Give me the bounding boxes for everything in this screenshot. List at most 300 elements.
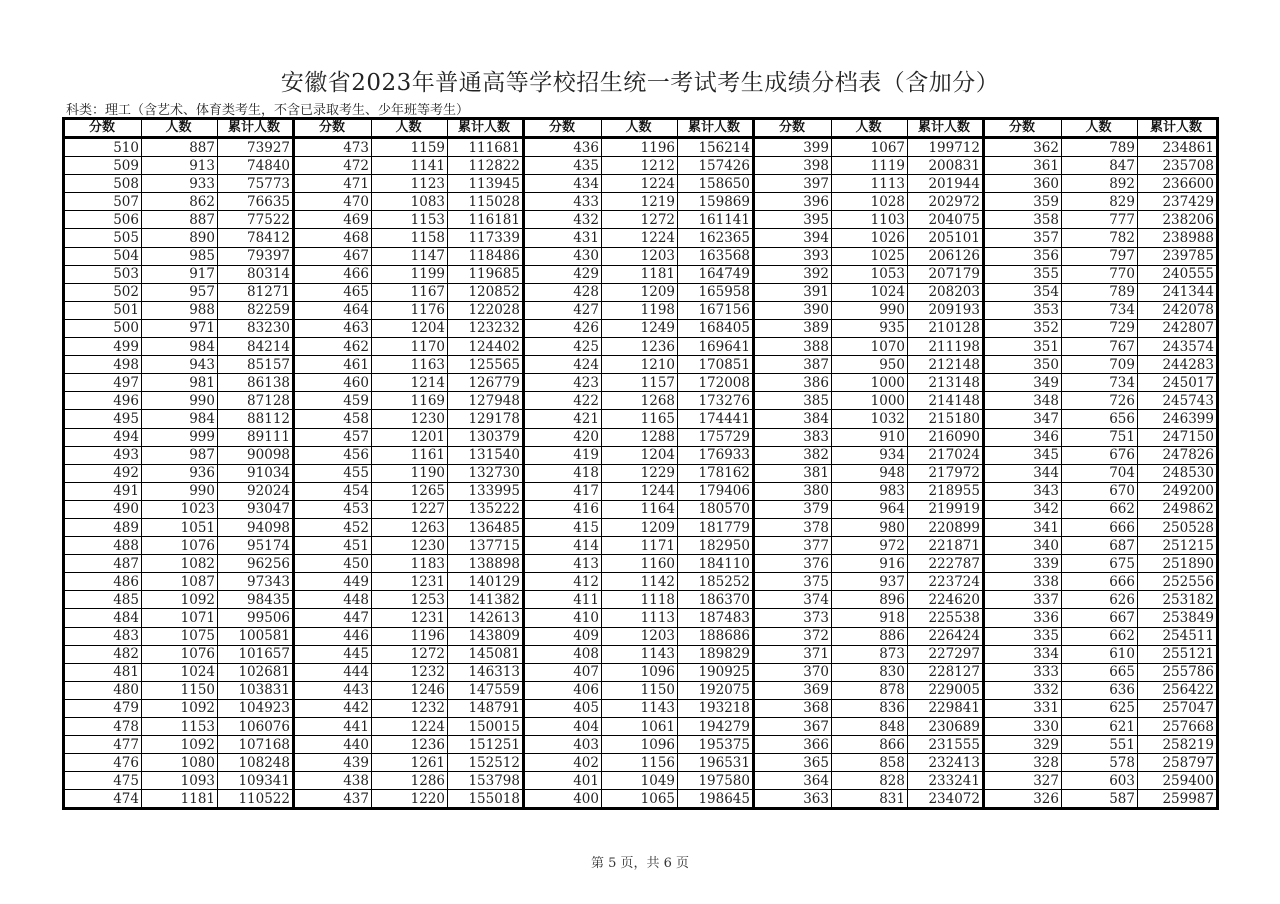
count-cell: 1158 bbox=[372, 229, 448, 247]
score-cell: 336 bbox=[984, 609, 1062, 627]
score-cell: 414 bbox=[524, 537, 602, 555]
score-cell: 451 bbox=[294, 537, 372, 555]
count-cell: 873 bbox=[832, 645, 908, 663]
score-cell: 413 bbox=[524, 555, 602, 573]
cumulative-cell: 157426 bbox=[678, 157, 754, 175]
cumulative-cell: 201944 bbox=[908, 175, 984, 193]
count-cell: 666 bbox=[1062, 573, 1138, 591]
cumulative-cell: 221871 bbox=[908, 537, 984, 555]
count-cell: 1051 bbox=[142, 518, 218, 536]
score-cell: 481 bbox=[64, 663, 142, 681]
score-cell: 352 bbox=[984, 319, 1062, 337]
score-cell: 362 bbox=[984, 138, 1062, 157]
cumulative-cell: 217024 bbox=[908, 446, 984, 464]
count-header: 人数 bbox=[832, 119, 908, 138]
cumulative-cell: 248530 bbox=[1138, 464, 1218, 482]
cumulative-cell: 98435 bbox=[218, 591, 294, 609]
count-cell: 1181 bbox=[602, 265, 678, 283]
count-cell: 999 bbox=[142, 428, 218, 446]
cumulative-cell: 253182 bbox=[1138, 591, 1218, 609]
count-cell: 1224 bbox=[372, 718, 448, 736]
score-cell: 497 bbox=[64, 374, 142, 392]
score-cell: 454 bbox=[294, 482, 372, 500]
count-cell: 551 bbox=[1062, 736, 1138, 754]
score-cell: 485 bbox=[64, 591, 142, 609]
score-cell: 435 bbox=[524, 157, 602, 175]
score-cell: 453 bbox=[294, 500, 372, 518]
score-cell: 472 bbox=[294, 157, 372, 175]
count-cell: 1032 bbox=[832, 410, 908, 428]
count-cell: 782 bbox=[1062, 229, 1138, 247]
cumulative-cell: 137715 bbox=[448, 537, 524, 555]
score-cell: 447 bbox=[294, 609, 372, 627]
score-cell: 429 bbox=[524, 265, 602, 283]
score-cell: 328 bbox=[984, 754, 1062, 772]
score-cell: 426 bbox=[524, 319, 602, 337]
cumulative-cell: 254511 bbox=[1138, 627, 1218, 645]
score-cell: 373 bbox=[754, 609, 832, 627]
score-cell: 350 bbox=[984, 356, 1062, 374]
score-cell: 375 bbox=[754, 573, 832, 591]
cumulative-cell: 165958 bbox=[678, 283, 754, 301]
score-cell: 329 bbox=[984, 736, 1062, 754]
cumulative-cell: 150015 bbox=[448, 718, 524, 736]
score-header: 分数 bbox=[754, 119, 832, 138]
count-cell: 1067 bbox=[832, 138, 908, 157]
count-cell: 621 bbox=[1062, 718, 1138, 736]
count-cell: 1219 bbox=[602, 193, 678, 211]
cumulative-cell: 115028 bbox=[448, 193, 524, 211]
score-cell: 340 bbox=[984, 537, 1062, 555]
cumulative-cell: 120852 bbox=[448, 283, 524, 301]
count-cell: 1071 bbox=[142, 609, 218, 627]
cumulative-cell: 210128 bbox=[908, 319, 984, 337]
cumulative-cell: 256422 bbox=[1138, 681, 1218, 699]
cumulative-cell: 192075 bbox=[678, 681, 754, 699]
count-cell: 1230 bbox=[372, 410, 448, 428]
cumulative-cell: 257668 bbox=[1138, 718, 1218, 736]
score-cell: 473 bbox=[294, 138, 372, 157]
cumulative-cell: 73927 bbox=[218, 138, 294, 157]
table-row bbox=[64, 627, 1218, 645]
count-cell: 1190 bbox=[372, 464, 448, 482]
table-row bbox=[64, 518, 1218, 536]
score-cell: 442 bbox=[294, 699, 372, 717]
count-cell: 984 bbox=[142, 410, 218, 428]
score-cell: 469 bbox=[294, 211, 372, 229]
score-cell: 343 bbox=[984, 482, 1062, 500]
score-cell: 491 bbox=[64, 482, 142, 500]
count-cell: 751 bbox=[1062, 428, 1138, 446]
score-cell: 457 bbox=[294, 428, 372, 446]
count-cell: 957 bbox=[142, 283, 218, 301]
cumulative-cell: 119685 bbox=[448, 265, 524, 283]
cumulative-cell: 182950 bbox=[678, 537, 754, 555]
table-row bbox=[64, 157, 1218, 175]
cumulative-cell: 88112 bbox=[218, 410, 294, 428]
table-row bbox=[64, 283, 1218, 301]
table-row bbox=[64, 446, 1218, 464]
score-cell: 345 bbox=[984, 446, 1062, 464]
cumulative-cell: 181779 bbox=[678, 518, 754, 536]
score-cell: 496 bbox=[64, 392, 142, 410]
cumulative-cell: 110522 bbox=[218, 790, 294, 809]
score-cell: 449 bbox=[294, 573, 372, 591]
count-cell: 1229 bbox=[602, 464, 678, 482]
score-cell: 368 bbox=[754, 699, 832, 717]
cumulative-cell: 126779 bbox=[448, 374, 524, 392]
count-cell: 1164 bbox=[602, 500, 678, 518]
count-header: 人数 bbox=[142, 119, 218, 138]
score-cell: 386 bbox=[754, 374, 832, 392]
score-cell: 410 bbox=[524, 609, 602, 627]
count-cell: 670 bbox=[1062, 482, 1138, 500]
cumulative-cell: 151251 bbox=[448, 736, 524, 754]
score-cell: 370 bbox=[754, 663, 832, 681]
count-cell: 665 bbox=[1062, 663, 1138, 681]
cumulative-cell: 259400 bbox=[1138, 772, 1218, 790]
cumulative-cell: 251890 bbox=[1138, 555, 1218, 573]
count-cell: 1142 bbox=[602, 573, 678, 591]
count-cell: 1244 bbox=[602, 482, 678, 500]
cumulative-cell: 258219 bbox=[1138, 736, 1218, 754]
count-cell: 896 bbox=[832, 591, 908, 609]
score-cell: 458 bbox=[294, 410, 372, 428]
score-cell: 439 bbox=[294, 754, 372, 772]
score-cell: 421 bbox=[524, 410, 602, 428]
cumulative-cell: 251215 bbox=[1138, 537, 1218, 555]
cumulative-cell: 104923 bbox=[218, 699, 294, 717]
cumulative-cell: 133995 bbox=[448, 482, 524, 500]
score-cell: 465 bbox=[294, 283, 372, 301]
cumulative-cell: 78412 bbox=[218, 229, 294, 247]
count-cell: 704 bbox=[1062, 464, 1138, 482]
score-cell: 446 bbox=[294, 627, 372, 645]
cumulative-cell: 235708 bbox=[1138, 157, 1218, 175]
cumulative-cell: 145081 bbox=[448, 645, 524, 663]
score-cell: 470 bbox=[294, 193, 372, 211]
count-cell: 985 bbox=[142, 247, 218, 265]
cumulative-cell: 146313 bbox=[448, 663, 524, 681]
score-header: 分数 bbox=[524, 119, 602, 138]
cumulative-cell: 173276 bbox=[678, 392, 754, 410]
score-cell: 349 bbox=[984, 374, 1062, 392]
cumulative-cell: 199712 bbox=[908, 138, 984, 157]
score-cell: 385 bbox=[754, 392, 832, 410]
count-cell: 789 bbox=[1062, 283, 1138, 301]
count-cell: 1171 bbox=[602, 537, 678, 555]
count-cell: 847 bbox=[1062, 157, 1138, 175]
count-cell: 675 bbox=[1062, 555, 1138, 573]
count-cell: 1161 bbox=[372, 446, 448, 464]
cumulative-cell: 198645 bbox=[678, 790, 754, 809]
cumulative-cell: 220899 bbox=[908, 518, 984, 536]
category-subtitle: 科类：理工（含艺术、体育类考生，不含已录取考生、少年班等考生） bbox=[66, 103, 470, 118]
cumulative-cell: 138898 bbox=[448, 555, 524, 573]
table-row bbox=[64, 138, 1218, 157]
count-cell: 1096 bbox=[602, 736, 678, 754]
count-cell: 734 bbox=[1062, 301, 1138, 319]
count-cell: 1087 bbox=[142, 573, 218, 591]
count-cell: 887 bbox=[142, 138, 218, 157]
cumulative-cell: 245743 bbox=[1138, 392, 1218, 410]
cumulative-cell: 169641 bbox=[678, 338, 754, 356]
score-cell: 418 bbox=[524, 464, 602, 482]
table-row bbox=[64, 410, 1218, 428]
score-cell: 475 bbox=[64, 772, 142, 790]
score-cell: 487 bbox=[64, 555, 142, 573]
count-cell: 830 bbox=[832, 663, 908, 681]
cumulative-cell: 219919 bbox=[908, 500, 984, 518]
score-cell: 333 bbox=[984, 663, 1062, 681]
cumulative-cell: 155018 bbox=[448, 790, 524, 809]
score-cell: 407 bbox=[524, 663, 602, 681]
count-cell: 829 bbox=[1062, 193, 1138, 211]
score-cell: 392 bbox=[754, 265, 832, 283]
count-cell: 1160 bbox=[602, 555, 678, 573]
cumulative-cell: 236600 bbox=[1138, 175, 1218, 193]
count-cell: 666 bbox=[1062, 518, 1138, 536]
score-cell: 434 bbox=[524, 175, 602, 193]
cumulative-cell: 109341 bbox=[218, 772, 294, 790]
score-cell: 503 bbox=[64, 265, 142, 283]
cumulative-cell: 242078 bbox=[1138, 301, 1218, 319]
count-cell: 709 bbox=[1062, 356, 1138, 374]
count-cell: 726 bbox=[1062, 392, 1138, 410]
score-cell: 338 bbox=[984, 573, 1062, 591]
cumulative-cell: 82259 bbox=[218, 301, 294, 319]
score-cell: 356 bbox=[984, 247, 1062, 265]
score-cell: 436 bbox=[524, 138, 602, 157]
cumulative-header: 累计人数 bbox=[448, 119, 524, 138]
cumulative-cell: 242807 bbox=[1138, 319, 1218, 337]
count-cell: 990 bbox=[832, 301, 908, 319]
cumulative-cell: 117339 bbox=[448, 229, 524, 247]
cumulative-cell: 187483 bbox=[678, 609, 754, 627]
score-cell: 415 bbox=[524, 518, 602, 536]
cumulative-cell: 143809 bbox=[448, 627, 524, 645]
count-cell: 1183 bbox=[372, 555, 448, 573]
score-cell: 326 bbox=[984, 790, 1062, 809]
count-cell: 937 bbox=[832, 573, 908, 591]
count-cell: 1272 bbox=[602, 211, 678, 229]
table-row bbox=[64, 645, 1218, 663]
count-cell: 988 bbox=[142, 301, 218, 319]
cumulative-cell: 91034 bbox=[218, 464, 294, 482]
count-cell: 1092 bbox=[142, 591, 218, 609]
cumulative-cell: 205101 bbox=[908, 229, 984, 247]
count-cell: 1096 bbox=[602, 663, 678, 681]
cumulative-cell: 125565 bbox=[448, 356, 524, 374]
count-cell: 950 bbox=[832, 356, 908, 374]
count-cell: 987 bbox=[142, 446, 218, 464]
table-row bbox=[64, 247, 1218, 265]
score-cell: 359 bbox=[984, 193, 1062, 211]
count-cell: 797 bbox=[1062, 247, 1138, 265]
score-cell: 493 bbox=[64, 446, 142, 464]
table-row bbox=[64, 500, 1218, 518]
score-cell: 376 bbox=[754, 555, 832, 573]
count-cell: 1141 bbox=[372, 157, 448, 175]
count-cell: 1024 bbox=[832, 283, 908, 301]
count-cell: 1150 bbox=[142, 681, 218, 699]
score-cell: 406 bbox=[524, 681, 602, 699]
count-cell: 981 bbox=[142, 374, 218, 392]
score-cell: 509 bbox=[64, 157, 142, 175]
count-cell: 1176 bbox=[372, 301, 448, 319]
table-row bbox=[64, 356, 1218, 374]
score-cell: 440 bbox=[294, 736, 372, 754]
score-cell: 347 bbox=[984, 410, 1062, 428]
score-cell: 461 bbox=[294, 356, 372, 374]
cumulative-cell: 90098 bbox=[218, 446, 294, 464]
document-title: 安徽省2023年普通高等学校招生统一考试考生成绩分档表（含加分） bbox=[280, 70, 1000, 96]
cumulative-cell: 79397 bbox=[218, 247, 294, 265]
cumulative-cell: 76635 bbox=[218, 193, 294, 211]
count-cell: 936 bbox=[142, 464, 218, 482]
cumulative-cell: 208203 bbox=[908, 283, 984, 301]
cumulative-cell: 74840 bbox=[218, 157, 294, 175]
cumulative-cell: 175729 bbox=[678, 428, 754, 446]
score-cell: 379 bbox=[754, 500, 832, 518]
cumulative-cell: 184110 bbox=[678, 555, 754, 573]
score-cell: 482 bbox=[64, 645, 142, 663]
score-cell: 430 bbox=[524, 247, 602, 265]
cumulative-cell: 213148 bbox=[908, 374, 984, 392]
score-cell: 396 bbox=[754, 193, 832, 211]
score-cell: 355 bbox=[984, 265, 1062, 283]
cumulative-cell: 108248 bbox=[218, 754, 294, 772]
cumulative-cell: 159869 bbox=[678, 193, 754, 211]
count-cell: 1103 bbox=[832, 211, 908, 229]
score-cell: 332 bbox=[984, 681, 1062, 699]
cumulative-cell: 131540 bbox=[448, 446, 524, 464]
count-cell: 1070 bbox=[832, 338, 908, 356]
count-cell: 848 bbox=[832, 718, 908, 736]
cumulative-cell: 229841 bbox=[908, 699, 984, 717]
score-cell: 389 bbox=[754, 319, 832, 337]
score-cell: 369 bbox=[754, 681, 832, 699]
cumulative-cell: 223724 bbox=[908, 573, 984, 591]
count-cell: 1263 bbox=[372, 518, 448, 536]
score-cell: 500 bbox=[64, 319, 142, 337]
count-cell: 1204 bbox=[372, 319, 448, 337]
count-cell: 1093 bbox=[142, 772, 218, 790]
cumulative-cell: 249862 bbox=[1138, 500, 1218, 518]
table-row bbox=[64, 609, 1218, 627]
cumulative-cell: 258797 bbox=[1138, 754, 1218, 772]
count-cell: 1092 bbox=[142, 699, 218, 717]
score-cell: 341 bbox=[984, 518, 1062, 536]
cumulative-cell: 215180 bbox=[908, 410, 984, 428]
cumulative-cell: 249200 bbox=[1138, 482, 1218, 500]
score-cell: 488 bbox=[64, 537, 142, 555]
count-cell: 1025 bbox=[832, 247, 908, 265]
table-row bbox=[64, 265, 1218, 283]
score-cell: 428 bbox=[524, 283, 602, 301]
score-cell: 371 bbox=[754, 645, 832, 663]
page-number: 第 5 页，共 6 页 bbox=[590, 856, 690, 871]
count-cell: 1053 bbox=[832, 265, 908, 283]
count-cell: 626 bbox=[1062, 591, 1138, 609]
table-body bbox=[64, 138, 1218, 809]
score-cell: 431 bbox=[524, 229, 602, 247]
count-cell: 1024 bbox=[142, 663, 218, 681]
score-cell: 484 bbox=[64, 609, 142, 627]
score-cell: 405 bbox=[524, 699, 602, 717]
count-cell: 890 bbox=[142, 229, 218, 247]
score-cell: 441 bbox=[294, 718, 372, 736]
score-cell: 504 bbox=[64, 247, 142, 265]
score-cell: 411 bbox=[524, 591, 602, 609]
cumulative-cell: 135222 bbox=[448, 500, 524, 518]
count-cell: 1049 bbox=[602, 772, 678, 790]
score-cell: 471 bbox=[294, 175, 372, 193]
cumulative-cell: 200831 bbox=[908, 157, 984, 175]
count-cell: 789 bbox=[1062, 138, 1138, 157]
count-cell: 918 bbox=[832, 609, 908, 627]
score-distribution-table-container bbox=[62, 117, 1216, 810]
score-cell: 416 bbox=[524, 500, 602, 518]
cumulative-cell: 216090 bbox=[908, 428, 984, 446]
score-cell: 360 bbox=[984, 175, 1062, 193]
count-cell: 1196 bbox=[602, 138, 678, 157]
score-distribution-table bbox=[62, 117, 1219, 810]
cumulative-cell: 162365 bbox=[678, 229, 754, 247]
score-cell: 390 bbox=[754, 301, 832, 319]
score-cell: 498 bbox=[64, 356, 142, 374]
score-cell: 363 bbox=[754, 790, 832, 809]
score-cell: 331 bbox=[984, 699, 1062, 717]
cumulative-cell: 255786 bbox=[1138, 663, 1218, 681]
count-cell: 934 bbox=[832, 446, 908, 464]
cumulative-cell: 148791 bbox=[448, 699, 524, 717]
score-cell: 353 bbox=[984, 301, 1062, 319]
score-cell: 444 bbox=[294, 663, 372, 681]
cumulative-cell: 224620 bbox=[908, 591, 984, 609]
cumulative-cell: 80314 bbox=[218, 265, 294, 283]
score-cell: 394 bbox=[754, 229, 832, 247]
score-cell: 337 bbox=[984, 591, 1062, 609]
cumulative-cell: 231555 bbox=[908, 736, 984, 754]
count-cell: 777 bbox=[1062, 211, 1138, 229]
count-cell: 1163 bbox=[372, 356, 448, 374]
cumulative-cell: 127948 bbox=[448, 392, 524, 410]
score-cell: 448 bbox=[294, 591, 372, 609]
table-row bbox=[64, 790, 1218, 809]
score-cell: 380 bbox=[754, 482, 832, 500]
cumulative-cell: 193218 bbox=[678, 699, 754, 717]
score-cell: 402 bbox=[524, 754, 602, 772]
count-cell: 1203 bbox=[602, 627, 678, 645]
count-cell: 1153 bbox=[372, 211, 448, 229]
count-cell: 662 bbox=[1062, 500, 1138, 518]
score-cell: 477 bbox=[64, 736, 142, 754]
score-cell: 459 bbox=[294, 392, 372, 410]
count-cell: 1143 bbox=[602, 645, 678, 663]
score-cell: 364 bbox=[754, 772, 832, 790]
cumulative-cell: 252556 bbox=[1138, 573, 1218, 591]
count-cell: 1123 bbox=[372, 175, 448, 193]
cumulative-cell: 102681 bbox=[218, 663, 294, 681]
cumulative-cell: 253849 bbox=[1138, 609, 1218, 627]
score-cell: 330 bbox=[984, 718, 1062, 736]
cumulative-cell: 123232 bbox=[448, 319, 524, 337]
cumulative-cell: 122028 bbox=[448, 301, 524, 319]
cumulative-cell: 112822 bbox=[448, 157, 524, 175]
score-cell: 466 bbox=[294, 265, 372, 283]
count-cell: 984 bbox=[142, 338, 218, 356]
